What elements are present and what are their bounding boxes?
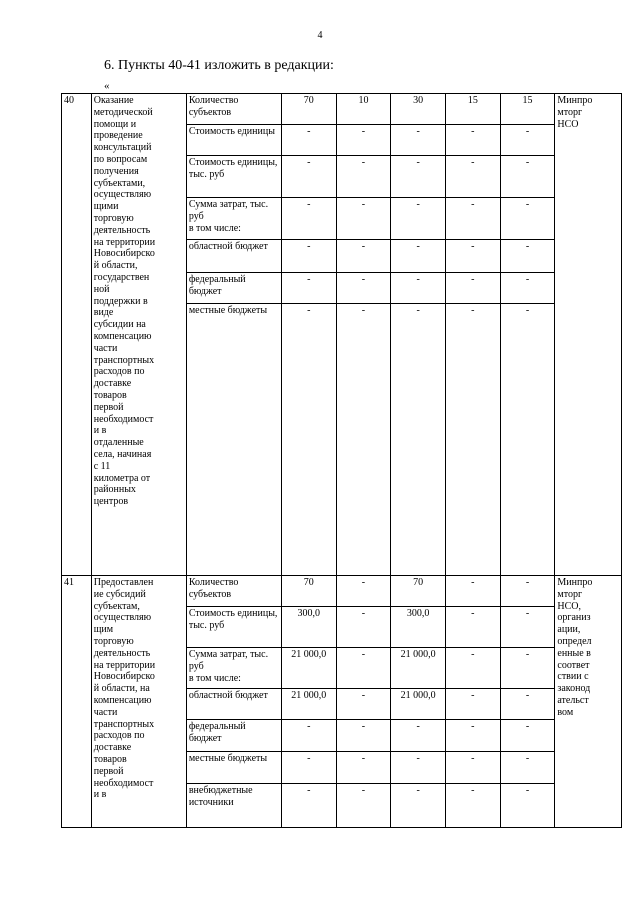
value-cell: - [446,784,501,828]
indicator-label: Стоимость единицы, тыс. руб [186,607,281,648]
value-cell: 30 [391,94,446,125]
value-cell: - [281,198,336,240]
value-cell: - [391,784,446,828]
value-cell: 70 [281,94,336,125]
value-cell: - [446,273,501,304]
value-cell: 10 [336,94,391,125]
value-cell: 21 000,0 [281,689,336,720]
value-cell: 70 [391,576,446,607]
value-cell: - [281,752,336,784]
value-cell: - [336,576,391,607]
value-cell: - [446,576,501,607]
indicator-label: местные бюджеты [186,752,281,784]
value-cell: 15 [500,94,555,125]
indicator-label: Количество субъектов [186,94,281,125]
item-number: 41 [62,576,92,828]
indicator-label: Стоимость единицы [186,125,281,156]
value-cell: - [500,198,555,240]
value-cell: - [391,125,446,156]
page-number: 4 [317,30,323,41]
value-cell: - [500,784,555,828]
value-cell: - [500,156,555,198]
item-description: Оказание методической помощи и проведение консультаций по вопросам получения субъектами, осуществляю щими торговую деятельность на территории Новосибирско й области, государствен ной поддержки в виде субсидии на компенсацию части транспортных расходов по доставке товаров первой необходимост и в отдаленные села, начиная с 11 километра от районных центров [91,94,186,576]
table-row [62,94,622,125]
responsible-party: Минпро мторг НСО [555,94,622,576]
value-cell: 300,0 [391,607,446,648]
value-cell: - [446,304,501,576]
indicator-label: внебюджетные источники [186,784,281,828]
value-cell: - [500,752,555,784]
value-cell: - [281,304,336,576]
value-cell: - [281,784,336,828]
item-description: Предоставлен ие субсидий субъектам, осуществляю щим торговую деятельность на территории Новосибирско й области, на компенсацию части транспортных расходов по доставке товаров первой необходимост и в [91,576,186,828]
value-cell: - [336,752,391,784]
indicator-label: областной бюджет [186,689,281,720]
value-cell: - [500,273,555,304]
value-cell: - [446,240,501,273]
value-cell: - [281,273,336,304]
value-cell: - [391,198,446,240]
value-cell: - [500,607,555,648]
value-cell: - [500,240,555,273]
value-cell: - [391,240,446,273]
value-cell: - [336,125,391,156]
value-cell: - [446,689,501,720]
value-cell: - [281,240,336,273]
responsible-party: Минпро мторг НСО, организ ации, определ енные в соответ ствии с законод ательст вом [555,576,622,828]
value-cell: - [446,752,501,784]
value-cell: - [336,648,391,689]
value-cell: - [336,198,391,240]
value-cell: 21 000,0 [391,689,446,720]
value-cell: - [500,720,555,752]
value-cell: 21 000,0 [281,648,336,689]
value-cell: - [446,156,501,198]
section-heading: 6. Пункты 40-41 изложить в редакции: [104,58,334,73]
value-cell: - [336,273,391,304]
value-cell: - [281,156,336,198]
value-cell: - [391,273,446,304]
value-cell: 70 [281,576,336,607]
table-row [62,576,622,607]
value-cell: 300,0 [281,607,336,648]
value-cell: - [500,689,555,720]
value-cell: - [500,125,555,156]
value-cell: - [500,648,555,689]
value-cell: - [336,156,391,198]
value-cell: - [336,607,391,648]
item-number: 40 [62,94,92,576]
value-cell: - [446,125,501,156]
value-cell: - [336,240,391,273]
value-cell: - [336,784,391,828]
value-cell: - [446,198,501,240]
indicator-label: Сумма затрат, тыс. руб в том числе: [186,198,281,240]
indicator-label: местные бюджеты [186,304,281,576]
indicator-label: федеральный бюджет [186,273,281,304]
indicator-label: Количество субъектов [186,576,281,607]
value-cell: - [336,304,391,576]
value-cell: - [500,304,555,576]
indicator-label: Сумма затрат, тыс. руб в том числе: [186,648,281,689]
value-cell: - [391,720,446,752]
value-cell: - [446,648,501,689]
indicator-label: федеральный бюджет [186,720,281,752]
value-cell: 15 [446,94,501,125]
program-table [61,93,622,828]
value-cell: - [500,576,555,607]
value-cell: - [281,125,336,156]
value-cell: - [336,689,391,720]
value-cell: - [446,607,501,648]
value-cell: - [336,720,391,752]
indicator-label: Стоимость единицы, тыс. руб [186,156,281,198]
opening-quote: « [104,80,110,92]
value-cell: - [446,720,501,752]
value-cell: - [391,752,446,784]
value-cell: 21 000,0 [391,648,446,689]
value-cell: - [281,720,336,752]
indicator-label: областной бюджет [186,240,281,273]
value-cell: - [391,304,446,576]
value-cell: - [391,156,446,198]
